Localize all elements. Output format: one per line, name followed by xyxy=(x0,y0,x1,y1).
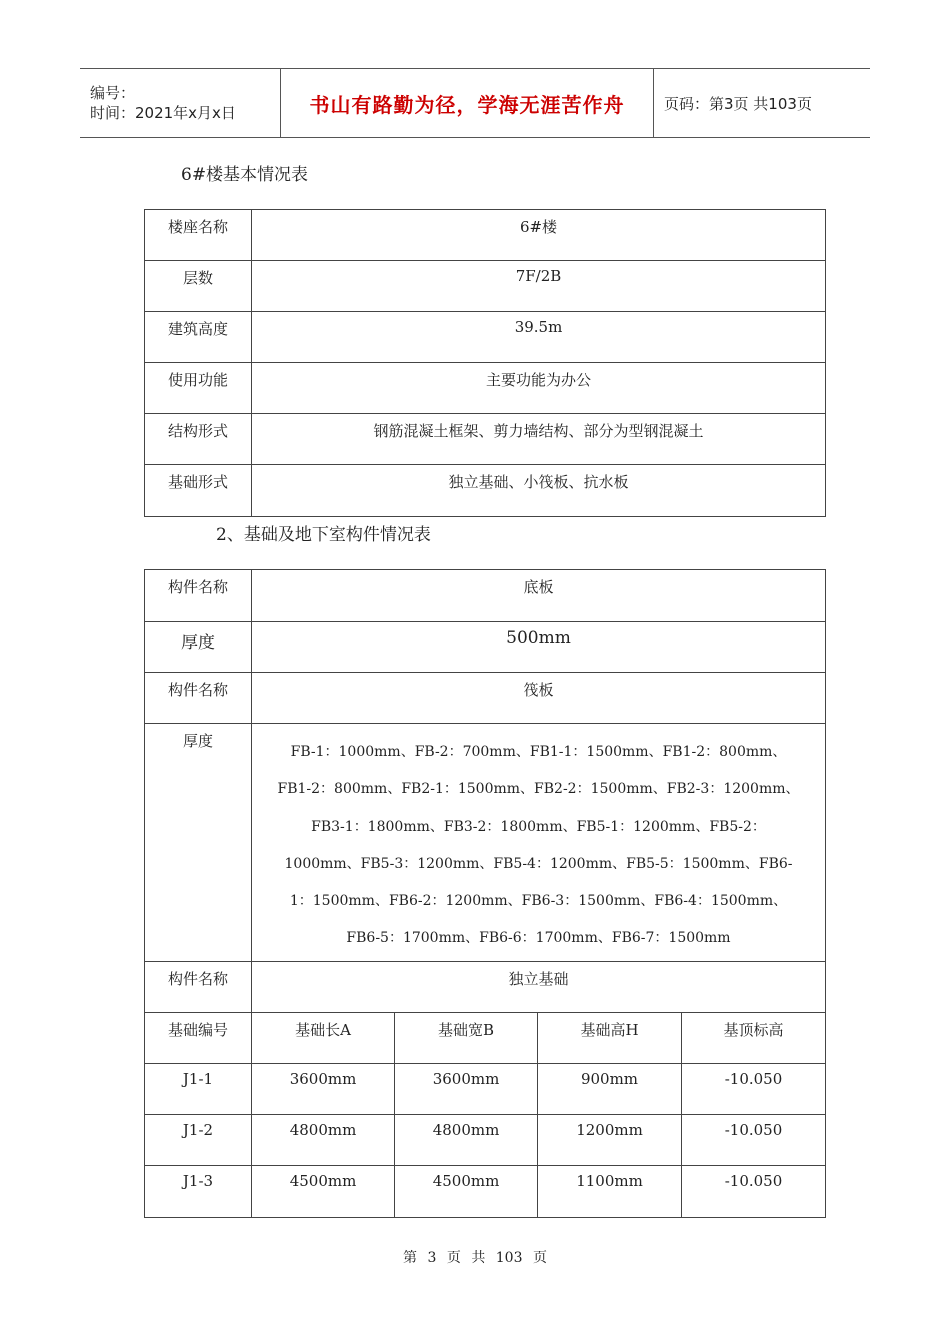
table-row xyxy=(145,962,826,1013)
table-cell: 3600mm xyxy=(395,1064,538,1115)
footer-total-pages: 103 xyxy=(495,1250,523,1266)
row-value: 6#楼 xyxy=(252,210,826,261)
row-value: 独立基础、小筏板、抗水板 xyxy=(252,465,826,517)
row-label: 结构形式 xyxy=(145,414,252,465)
row-value: 钢筋混凝土框架、剪力墙结构、部分为型钢混凝土 xyxy=(252,414,826,465)
row-label: 基础形式 xyxy=(145,465,252,517)
table-row xyxy=(145,1166,826,1218)
column-header: 基础宽B xyxy=(395,1013,538,1064)
page-header xyxy=(80,68,870,138)
table-row xyxy=(145,724,826,962)
table-cell: J1-1 xyxy=(145,1064,252,1115)
table-row xyxy=(145,622,826,673)
row-label: 厚度 xyxy=(145,622,252,673)
table-cell: 1100mm xyxy=(538,1166,682,1218)
page-footer xyxy=(0,1247,950,1267)
table-row xyxy=(145,210,826,261)
header-motto-cell xyxy=(281,69,654,137)
table-cell: 1200mm xyxy=(538,1115,682,1166)
row-value: 主要功能为办公 xyxy=(252,363,826,414)
table-row xyxy=(145,673,826,724)
row-value: 筏板 xyxy=(252,673,826,724)
column-header: 基础长A xyxy=(252,1013,395,1064)
row-value: 独立基础 xyxy=(252,962,826,1013)
table-cell: -10.050 xyxy=(682,1115,826,1166)
row-value: 39.5m xyxy=(252,312,826,363)
foundation-components-table xyxy=(144,569,826,1218)
table-cell: -10.050 xyxy=(682,1166,826,1218)
building-basic-info-table xyxy=(144,209,826,517)
table-row xyxy=(145,1064,826,1115)
footer-di: 第 xyxy=(403,1250,418,1266)
row-label: 楼座名称 xyxy=(145,210,252,261)
table-cell: 4800mm xyxy=(395,1115,538,1166)
table-cell: 900mm xyxy=(538,1064,682,1115)
row-label: 建筑高度 xyxy=(145,312,252,363)
document-time: 时间：2021年x月x日 xyxy=(90,104,236,122)
column-header: 基础高H xyxy=(538,1013,682,1064)
row-label: 构件名称 xyxy=(145,673,252,724)
section1-title: 6#楼基本情况表 xyxy=(181,165,309,185)
table-cell: 4800mm xyxy=(252,1115,395,1166)
column-header: 基顶标高 xyxy=(682,1013,826,1064)
column-header: 基础编号 xyxy=(145,1013,252,1064)
table-row xyxy=(145,1115,826,1166)
header-page-info: 页码：第3页 共103页 xyxy=(664,94,812,113)
footer-ye-end: 页 xyxy=(532,1250,547,1266)
foundation-header-row xyxy=(145,1013,826,1064)
header-meta xyxy=(80,69,281,137)
table-row xyxy=(145,465,826,517)
table-row xyxy=(145,312,826,363)
header-motto: 书山有路勤为径，学海无涯苦作舟 xyxy=(309,92,625,117)
footer-ye: 页 xyxy=(446,1250,461,1266)
row-value: 7F/2B xyxy=(252,261,826,312)
footer-gong: 共 xyxy=(471,1250,486,1266)
footer-page-number: 3 xyxy=(427,1250,437,1266)
table-row xyxy=(145,414,826,465)
document-number-label: 编号： xyxy=(90,84,136,102)
header-page-info-cell xyxy=(654,69,870,137)
table-cell: 3600mm xyxy=(252,1064,395,1115)
row-label: 厚度 xyxy=(145,724,252,962)
row-value: 底板 xyxy=(252,570,826,622)
table-cell: 4500mm xyxy=(252,1166,395,1218)
table-row xyxy=(145,570,826,622)
table-cell: 4500mm xyxy=(395,1166,538,1218)
row-value: 500mm xyxy=(252,622,826,673)
table-row xyxy=(145,363,826,414)
section2-title: 2、基础及地下室构件情况表 xyxy=(216,525,431,545)
table-cell: J1-2 xyxy=(145,1115,252,1166)
row-label: 构件名称 xyxy=(145,962,252,1013)
table-cell: -10.050 xyxy=(682,1064,826,1115)
row-label: 构件名称 xyxy=(145,570,252,622)
row-label: 层数 xyxy=(145,261,252,312)
raft-thickness-list: FB-1：1000mm、FB-2：700mm、FB1-1：1500mm、FB1-2：800mm、FB1-2：800mm、FB2-1：1500mm、FB2-2：1500mm、FB2-3：1200mm、FB3-1：1800mm、FB3-2：1800mm、FB5-1：1200mm、FB5-2：1000mm、FB5-3：1200mm、FB5-4：1200mm、FB5-5：1500mm、FB6-1：1500mm、FB6-2：1200mm、FB6-3：1500mm、FB6-4：1500mm、FB6-5：1700mm、FB6-6：1700mm、FB6-7：1500mm xyxy=(252,724,826,962)
table-row xyxy=(145,261,826,312)
row-label: 使用功能 xyxy=(145,363,252,414)
table-cell: J1-3 xyxy=(145,1166,252,1218)
